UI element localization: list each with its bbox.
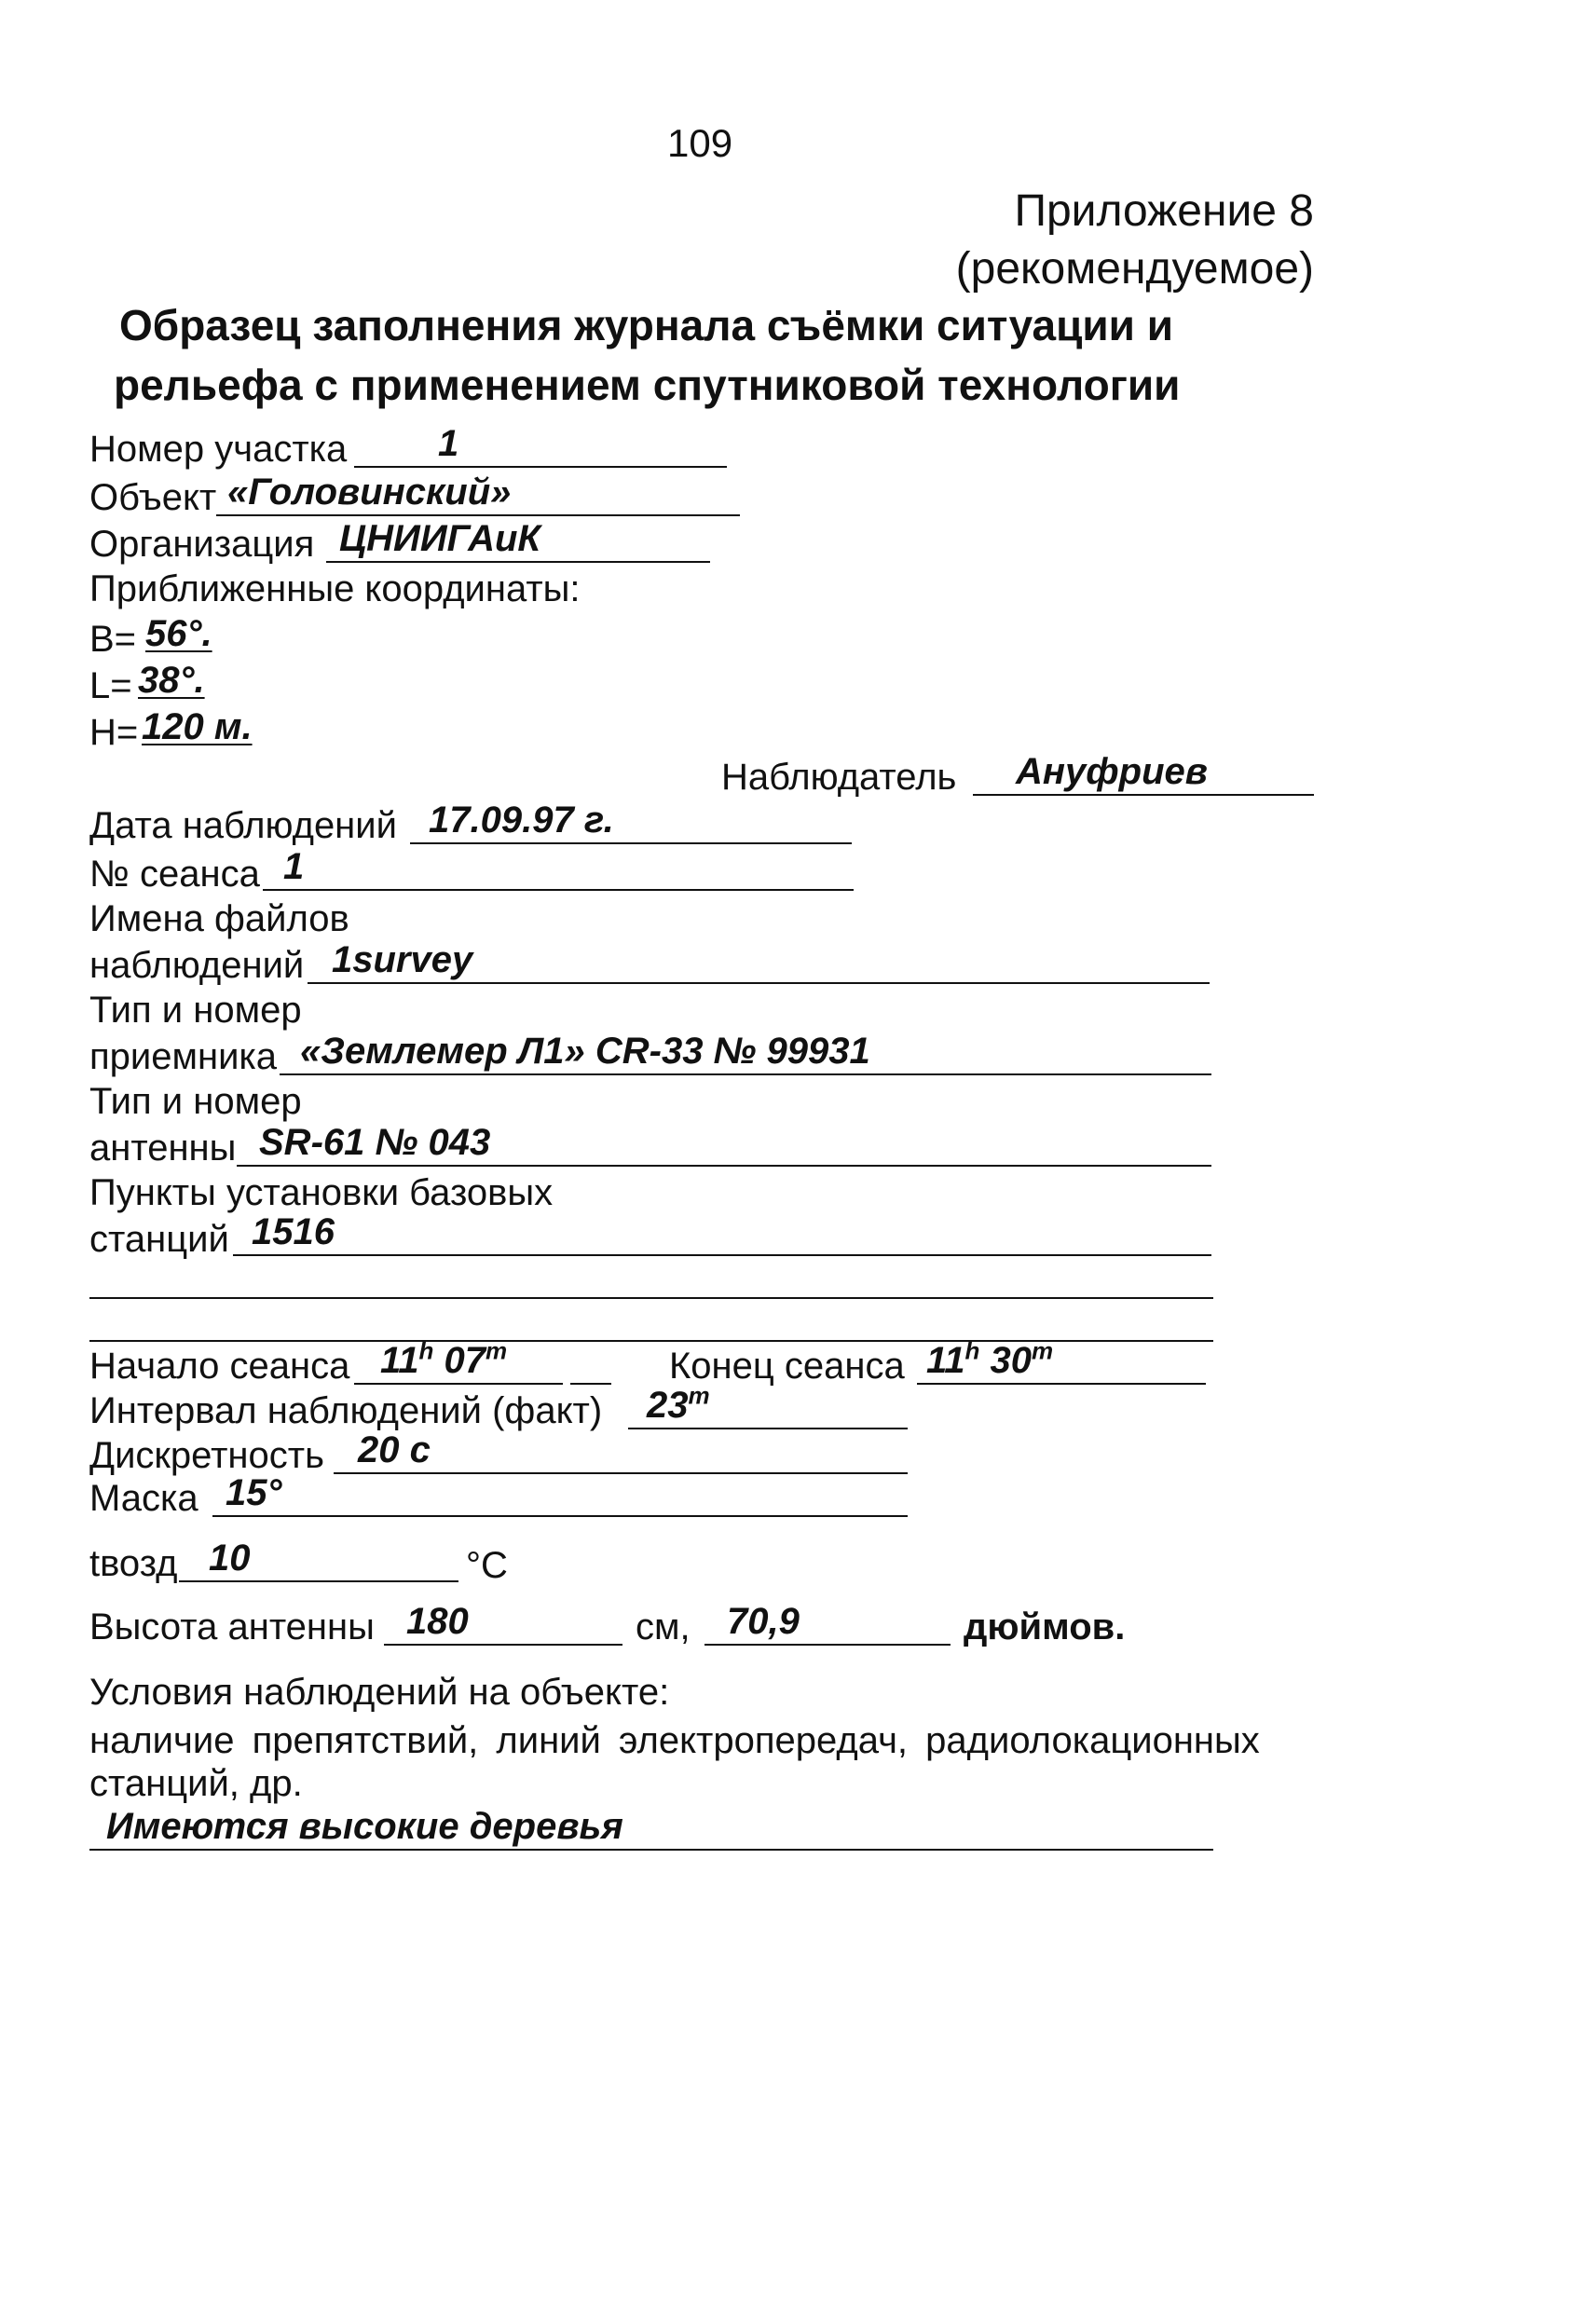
- conditions-label: Условия наблюдений на объекте:: [89, 1672, 670, 1713]
- mask-value: 15°: [226, 1472, 282, 1513]
- document-heading-line2: рельефа с применением спутниковой технологии: [114, 361, 1181, 409]
- longitude-label: L=: [89, 665, 132, 706]
- receiver-label-line1: Тип и номер: [89, 990, 302, 1031]
- conditions-underline: [89, 1849, 1213, 1851]
- session-number-label: № сеанса: [89, 854, 260, 895]
- object-label: Объект: [89, 477, 217, 518]
- latitude-value: 56°.: [145, 613, 212, 654]
- base-stations-label-line1: Пункты установки базовых: [89, 1172, 554, 1213]
- section-number-label: Номер участка: [89, 429, 348, 470]
- coordinates-label: Приближенные координаты:: [89, 568, 581, 609]
- appendix-title: Приложение 8: [1014, 186, 1314, 236]
- discreteness-label: Дискретность: [89, 1435, 324, 1476]
- antenna-height-cm-unit: см,: [636, 1606, 691, 1647]
- air-temperature-value: 10: [209, 1538, 251, 1579]
- discreteness-underline: [334, 1472, 908, 1474]
- blank-line-1: [89, 1297, 1213, 1299]
- observation-date-label: Дата наблюдений: [89, 805, 397, 846]
- session-start-label: Начало сеанса: [89, 1346, 350, 1387]
- air-temperature-underline: [179, 1580, 458, 1582]
- page-number: 109: [667, 121, 733, 165]
- antenna-height-in-unit: дюймов.: [964, 1606, 1126, 1647]
- observer-value: Ануфриев: [1016, 751, 1208, 792]
- observation-date-value: 17.09.97 г.: [429, 800, 614, 841]
- interval-value: 23$^m$: [647, 1381, 710, 1426]
- antenna-value: SR-61 № 043: [259, 1122, 491, 1163]
- session-end-underline: [917, 1383, 1206, 1385]
- interval-label: Интервал наблюдений (факт): [89, 1390, 603, 1431]
- object-value: «Головинский»: [227, 472, 512, 513]
- height-label: H=: [89, 712, 139, 753]
- section-number-underline: [354, 466, 727, 468]
- session-start-underline: [354, 1383, 563, 1385]
- appendix-note: (рекомендуемое): [955, 244, 1314, 294]
- session-number-value: 1: [283, 846, 305, 887]
- antenna-label-line2: антенны: [89, 1128, 237, 1169]
- organization-underline: [326, 561, 710, 563]
- session-start-value: 11$^h$ 07$^m$: [380, 1336, 508, 1381]
- organization-value: ЦНИИГАиК: [339, 518, 541, 559]
- observer-underline: [973, 794, 1314, 796]
- session-number-underline: [263, 889, 854, 891]
- longitude-value: 38°.: [138, 660, 205, 701]
- base-stations-value: 1516: [252, 1211, 335, 1252]
- observation-date-underline: [410, 842, 852, 844]
- document-heading-line1: Образец заполнения журнала съёмки ситуации и: [119, 301, 1174, 349]
- observer-label: Наблюдатель: [721, 757, 957, 798]
- antenna-height-label: Высота антенны: [89, 1606, 375, 1647]
- base-stations-label-line2: станций: [89, 1219, 229, 1260]
- air-temperature-unit: °С: [466, 1545, 508, 1586]
- receiver-label-line2: приемника: [89, 1036, 278, 1077]
- antenna-height-cm-value: 180: [406, 1601, 469, 1642]
- section-number-value: 1: [438, 423, 459, 464]
- receiver-value: «Землемер Л1» CR-33 № 99931: [300, 1031, 870, 1072]
- latitude-label: B=: [89, 619, 137, 660]
- base-stations-underline: [233, 1254, 1211, 1256]
- antenna-height-in-underline: [704, 1644, 951, 1646]
- antenna-underline: [237, 1165, 1211, 1167]
- mask-underline: [212, 1515, 908, 1517]
- session-end-value: 11$^h$ 30$^m$: [926, 1336, 1054, 1381]
- files-label-line1: Имена файлов: [89, 898, 349, 939]
- interval-underline: [628, 1428, 908, 1429]
- organization-label: Организация: [89, 524, 315, 565]
- antenna-height-in-value: 70,9: [727, 1601, 800, 1642]
- mask-label: Маска: [89, 1478, 198, 1519]
- session-start-underline-tail: [570, 1383, 611, 1385]
- antenna-height-cm-underline: [384, 1644, 622, 1646]
- antenna-label-line1: Тип и номер: [89, 1081, 302, 1122]
- files-value: 1survey: [332, 939, 473, 980]
- files-underline: [308, 982, 1210, 984]
- session-end-label: Конец сеанса: [669, 1346, 905, 1387]
- air-temperature-label: tвозд: [89, 1543, 178, 1584]
- discreteness-value: 20 с: [358, 1429, 431, 1470]
- conditions-description-line1: наличие препятствий, линий электропередач, радиолокационных: [89, 1720, 1260, 1761]
- conditions-value: Имеются высокие деревья: [106, 1806, 623, 1847]
- height-value: 120 м.: [142, 706, 253, 747]
- receiver-underline: [280, 1073, 1211, 1075]
- files-label-line2: наблюдений: [89, 945, 305, 986]
- conditions-description-line2: станций, др.: [89, 1763, 303, 1804]
